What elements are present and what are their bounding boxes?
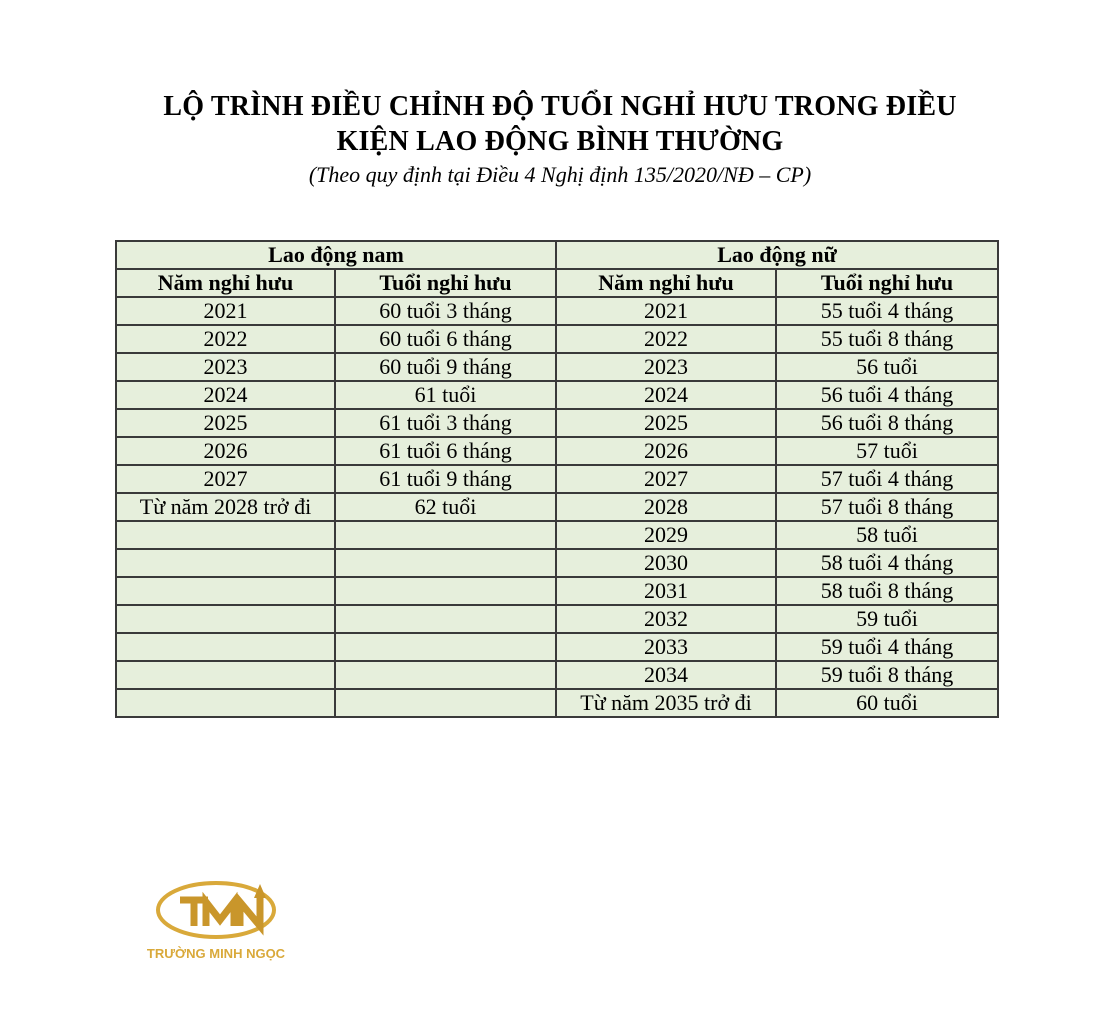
female-age-cell: 56 tuổi 8 tháng (776, 409, 998, 437)
table-row (116, 465, 998, 493)
male-age-cell: 61 tuổi (335, 381, 556, 409)
table-row (116, 297, 998, 325)
group-header-row (116, 241, 998, 269)
male-year-cell (116, 661, 335, 689)
table-body (116, 297, 998, 717)
table-row (116, 605, 998, 633)
female-age-cell: 59 tuổi (776, 605, 998, 633)
table-row (116, 689, 998, 717)
female-age-cell: 60 tuổi (776, 689, 998, 717)
female-year-cell: 2024 (556, 381, 776, 409)
male-year-cell (116, 521, 335, 549)
table-row (116, 325, 998, 353)
column-header-row (116, 269, 998, 297)
female-year-cell: 2031 (556, 577, 776, 605)
female-year-cell: 2028 (556, 493, 776, 521)
female-age-cell: 55 tuổi 8 tháng (776, 325, 998, 353)
female-age-cell: 56 tuổi 4 tháng (776, 381, 998, 409)
female-year-cell: 2021 (556, 297, 776, 325)
female-age-cell: 59 tuổi 8 tháng (776, 661, 998, 689)
logo-emblem (136, 876, 306, 966)
column-header-male-age: Tuổi nghỉ hưu (335, 269, 556, 297)
group-header-male: Lao động nam (116, 241, 556, 269)
female-year-cell: Từ năm 2035 trở đi (556, 689, 776, 717)
male-age-cell: 60 tuổi 9 tháng (335, 353, 556, 381)
male-age-cell: 62 tuổi (335, 493, 556, 521)
female-year-cell: 2029 (556, 521, 776, 549)
male-age-cell (335, 633, 556, 661)
male-age-cell (335, 549, 556, 577)
table-row (116, 409, 998, 437)
male-year-cell (116, 605, 335, 633)
document-title-line-1: LỘ TRÌNH ĐIỀU CHỈNH ĐỘ TUỔI NGHỈ HƯU TRONG ĐIỀU (163, 91, 957, 122)
table-row (116, 661, 998, 689)
retirement-age-table (115, 240, 999, 718)
table-row (116, 353, 998, 381)
male-age-cell: 61 tuổi 9 tháng (335, 465, 556, 493)
female-age-cell: 57 tuổi 4 tháng (776, 465, 998, 493)
male-year-cell (116, 577, 335, 605)
male-year-cell: Từ năm 2028 trở đi (116, 493, 335, 521)
male-age-cell (335, 577, 556, 605)
male-age-cell (335, 689, 556, 717)
male-age-cell (335, 661, 556, 689)
female-year-cell: 2027 (556, 465, 776, 493)
male-age-cell: 61 tuổi 6 tháng (335, 437, 556, 465)
female-age-cell: 57 tuổi 8 tháng (776, 493, 998, 521)
truong-minh-ngoc-logo (136, 876, 306, 966)
logo-text: TRƯỜNG MINH NGỌC (146, 946, 286, 961)
table-row (116, 577, 998, 605)
female-year-cell: 2032 (556, 605, 776, 633)
table-row (116, 549, 998, 577)
female-age-cell: 55 tuổi 4 tháng (776, 297, 998, 325)
table-row (116, 521, 998, 549)
female-year-cell: 2022 (556, 325, 776, 353)
male-year-cell: 2021 (116, 297, 335, 325)
male-age-cell: 60 tuổi 3 tháng (335, 297, 556, 325)
male-year-cell: 2026 (116, 437, 335, 465)
column-header-male-year: Năm nghỉ hưu (116, 269, 335, 297)
female-year-cell: 2034 (556, 661, 776, 689)
male-age-cell (335, 605, 556, 633)
female-age-cell: 58 tuổi (776, 521, 998, 549)
female-age-cell: 59 tuổi 4 tháng (776, 633, 998, 661)
document-subtitle: (Theo quy định tại Điều 4 Nghị định 135/2020/NĐ – CP) (308, 162, 812, 187)
male-year-cell (116, 633, 335, 661)
table-row (116, 437, 998, 465)
female-year-cell: 2026 (556, 437, 776, 465)
table-row (116, 493, 998, 521)
male-age-cell: 60 tuổi 6 tháng (335, 325, 556, 353)
document-title-line-2: KIỆN LAO ĐỘNG BÌNH THƯỜNG (336, 126, 784, 157)
column-header-female-age: Tuổi nghỉ hưu (776, 269, 998, 297)
male-age-cell: 61 tuổi 3 tháng (335, 409, 556, 437)
female-age-cell: 57 tuổi (776, 437, 998, 465)
male-year-cell (116, 689, 335, 717)
column-header-female-year: Năm nghỉ hưu (556, 269, 776, 297)
female-year-cell: 2030 (556, 549, 776, 577)
male-year-cell (116, 549, 335, 577)
table-row (116, 381, 998, 409)
female-year-cell: 2023 (556, 353, 776, 381)
table-row (116, 633, 998, 661)
female-age-cell: 56 tuổi (776, 353, 998, 381)
female-age-cell: 58 tuổi 4 tháng (776, 549, 998, 577)
male-year-cell: 2022 (116, 325, 335, 353)
female-age-cell: 58 tuổi 8 tháng (776, 577, 998, 605)
group-header-female: Lao động nữ (556, 241, 998, 269)
female-year-cell: 2033 (556, 633, 776, 661)
male-year-cell: 2024 (116, 381, 335, 409)
male-year-cell: 2023 (116, 353, 335, 381)
female-year-cell: 2025 (556, 409, 776, 437)
male-year-cell: 2025 (116, 409, 335, 437)
male-age-cell (335, 521, 556, 549)
male-year-cell: 2027 (116, 465, 335, 493)
